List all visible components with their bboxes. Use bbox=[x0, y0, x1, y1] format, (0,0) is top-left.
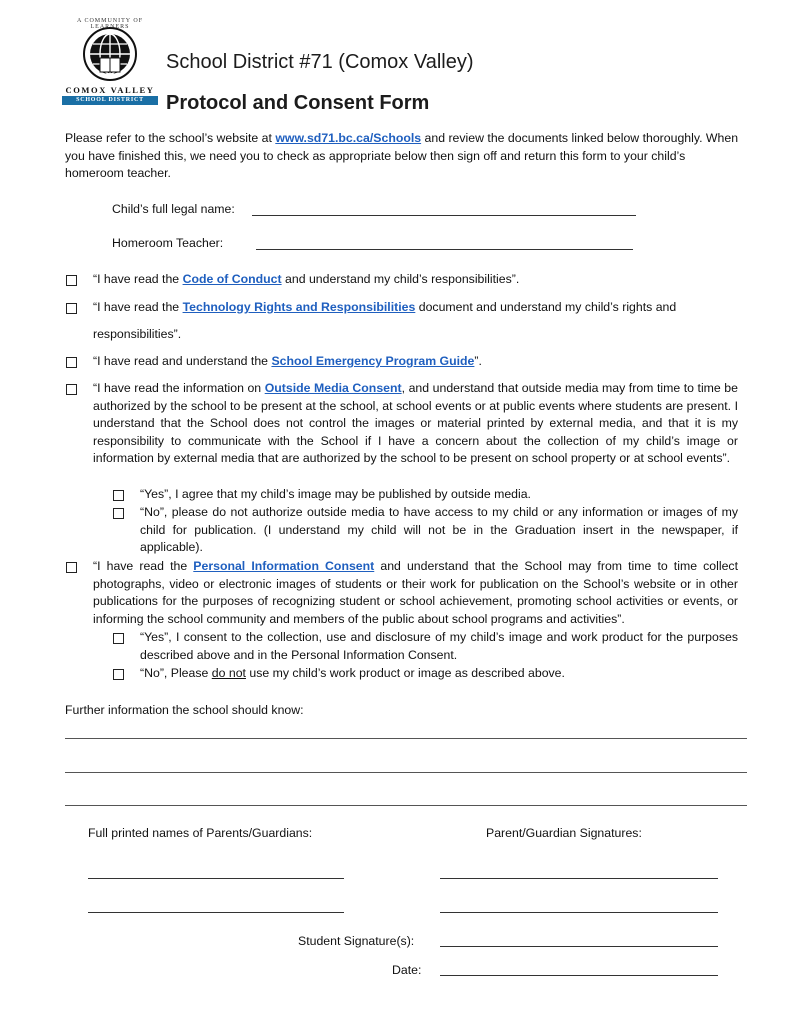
personal-info-no-text: “No”, Please do not use my child’s work product or image as described above. bbox=[140, 666, 565, 680]
parent-signature-field-1[interactable] bbox=[440, 878, 718, 879]
parent-signature-field-2[interactable] bbox=[440, 912, 718, 913]
further-info-line-2[interactable] bbox=[65, 772, 747, 773]
emergency-item: “I have read and understand the School Emergency Program Guide”. bbox=[93, 354, 482, 368]
homeroom-field[interactable] bbox=[256, 249, 633, 250]
technology-link[interactable]: Technology Rights and Responsibilities bbox=[182, 300, 416, 314]
personal-info-item: “I have read the Personal Information Consent and understand that the School may from time to time collect photographs, video or electronic images of students or their work for publication on the School’s website or in other publications for the purposes of recognizing student or school achievement, promoting school activities or events, or informing the school community and members of the public about school programs and activities”. bbox=[93, 559, 738, 626]
personal-info-no-checkbox[interactable] bbox=[113, 669, 124, 680]
logo-sub: SCHOOL DISTRICT bbox=[62, 96, 158, 105]
technology-item: “I have read the Technology Rights and Responsibilities document and understand my child’s rights and bbox=[93, 300, 677, 314]
further-info-line-3[interactable] bbox=[65, 805, 747, 806]
outside-media-no-checkbox[interactable] bbox=[113, 508, 124, 519]
parents-signatures-label: Parent/Guardian Signatures: bbox=[486, 826, 642, 840]
district-name: School District #71 (Comox Valley) bbox=[166, 51, 474, 73]
date-label: Date: bbox=[392, 963, 422, 977]
date-field[interactable] bbox=[440, 975, 718, 976]
technology-item-line2: responsibilities”. bbox=[93, 327, 182, 341]
parent-name-field-2[interactable] bbox=[88, 912, 344, 913]
form-title: Protocol and Consent Form bbox=[166, 92, 430, 114]
personal-info-yes-text: “Yes”, I consent to the collection, use and disclosure of my child’s image and work product for the purposes described above and in the Personal Information Consent. bbox=[140, 630, 738, 662]
personal-info-yes-checkbox[interactable] bbox=[113, 633, 124, 644]
emergency-guide-link[interactable]: School Emergency Program Guide bbox=[271, 354, 475, 368]
personal-info-link[interactable]: Personal Information Consent bbox=[193, 559, 375, 573]
further-info-line-1[interactable] bbox=[65, 738, 747, 739]
personal-info-checkbox[interactable] bbox=[66, 562, 77, 573]
parent-name-field-1[interactable] bbox=[88, 878, 344, 879]
logo-name: COMOX VALLEY bbox=[65, 85, 155, 95]
parents-names-label: Full printed names of Parents/Guardians: bbox=[88, 826, 313, 840]
child-name-field[interactable] bbox=[252, 215, 636, 216]
further-info-label: Further information the school should know: bbox=[65, 703, 304, 717]
child-name-label: Child’s full legal name: bbox=[112, 202, 235, 216]
outside-media-checkbox[interactable] bbox=[66, 384, 77, 395]
code-of-conduct-checkbox[interactable] bbox=[66, 275, 77, 286]
student-signature-label: Student Signature(s): bbox=[298, 934, 415, 948]
intro-paragraph: Please refer to the school’s website at www.sd71.bc.ca/Schools and review the documents linked below thoroughly. When you have finished this, we need you to check as appropriate below then sign off and return this form to your child’s homeroom teacher. bbox=[65, 131, 739, 181]
district-logo bbox=[62, 18, 158, 106]
code-of-conduct-link[interactable]: Code of Conduct bbox=[182, 272, 282, 286]
outside-media-yes-text: “Yes”, I agree that my child’s image may be published by outside media. bbox=[140, 487, 531, 501]
outside-media-link[interactable]: Outside Media Consent bbox=[264, 381, 402, 395]
technology-checkbox[interactable] bbox=[66, 303, 77, 314]
emergency-checkbox[interactable] bbox=[66, 357, 77, 368]
homeroom-label: Homeroom Teacher: bbox=[112, 236, 224, 250]
student-signature-field[interactable] bbox=[440, 946, 718, 947]
website-link[interactable]: www.sd71.bc.ca/Schools bbox=[275, 131, 422, 145]
outside-media-no-text: “No”, please do not authorize outside media to have access to my child or any information or images of my child for publication. (I understand my child will not be in the Graduation insert in the newspaper, if applicable). bbox=[140, 505, 738, 555]
code-of-conduct-item: “I have read the Code of Conduct and understand my child’s responsibilities”. bbox=[93, 272, 520, 286]
outside-media-item: “I have read the information on Outside Media Consent, and understand that outside media may from time to time be authorized by the school to be present at the school, at school events or at public events where students are present. I understand that the School does not control the images or material printed by external media, and that it is my responsibility to communicate with the School if I have a concern about the collection of my child’s image or information by external media that are authorized by the school to be present on school property or at school events”. bbox=[93, 381, 738, 466]
outside-media-yes-checkbox[interactable] bbox=[113, 490, 124, 501]
logo-arc-text: A COMMUNITY OF LEARNERS bbox=[76, 18, 144, 30]
